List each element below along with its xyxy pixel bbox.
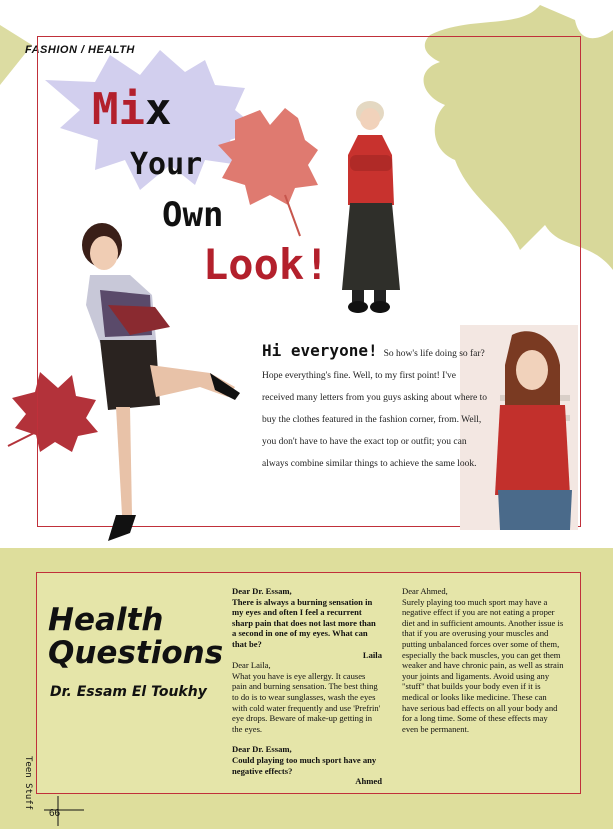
letter2-salutation: Dear Dr. Essam,: [232, 744, 292, 755]
model-photo-standing: [330, 95, 410, 325]
qa-column-2: [402, 586, 564, 734]
health-title: Health Questions: [48, 602, 224, 671]
title-letter-x: x: [145, 84, 172, 135]
reply2-body: Surely playing too much sport may have a negative effect if you are not eating a proper diet and in sufficient amounts. Another issue is that if you are overusing your muscles and putting unbalanced forces over some of them, especially the back muscles, you can get them weaker and have chronic pain, as well as strain your joints and ligaments. Avoid using any "stuff" that builds your body even if it is medical or looks like medicine. These can have serious bad effects on all your body and for a long time. Some of these effects may even be permanent.: [402, 596, 564, 734]
model-photo-kicking: [60, 215, 250, 550]
reply1-body: What you have is eye allergy. It causes pain and burning sensation. The best thing to do is to wear sunglasses, wash the eyes with cold water frequently and use 'Prefrin' eye drops. Beware of make-up getting in the eyes.: [232, 670, 381, 734]
qa-column-1: [232, 586, 382, 787]
title-look: Look!: [203, 240, 330, 289]
page-number: 66: [49, 808, 61, 819]
title-mix: [92, 84, 172, 135]
title-letter-m: M: [92, 84, 119, 135]
magazine-name: Teen Stuff: [23, 756, 33, 811]
letter1-sign: Laila: [362, 649, 382, 660]
letter2-sign: Ahmed: [355, 776, 382, 787]
intro-text: So how's life doing so far? Hope everything's fine. Well, to my first point! I've received many letters from you guys asking about where to buy the clothes featured in the fashion corner, from. Well, you don't have to have the exact top or outfit; you can always combine similar things to achieve the same look.: [262, 349, 488, 469]
health-author: Dr. Essam El Toukhy: [50, 684, 207, 700]
letter1-body: There is always a burning sensation in my eyes and often I feel a recurrent sharp pain that does not last more than a second in one of my eyes. What can that be?: [232, 596, 376, 649]
section-label: FASHION / HEALTH: [25, 44, 135, 56]
reply2-salutation: Dear Ahmed,: [402, 586, 448, 596]
title-own: Own: [162, 195, 224, 235]
letter1-salutation: Dear Dr. Essam,: [232, 586, 292, 596]
red-leaf-stem: [8, 430, 40, 446]
title-your: Your: [130, 147, 203, 182]
article-intro: [262, 340, 490, 475]
greeting: Hi everyone!: [262, 341, 378, 360]
letter2-body: Could playing too much sport have any negative effects?: [232, 754, 377, 776]
reply1-salutation: Dear Laila,: [232, 660, 271, 671]
title-letter-i: i: [118, 84, 145, 135]
